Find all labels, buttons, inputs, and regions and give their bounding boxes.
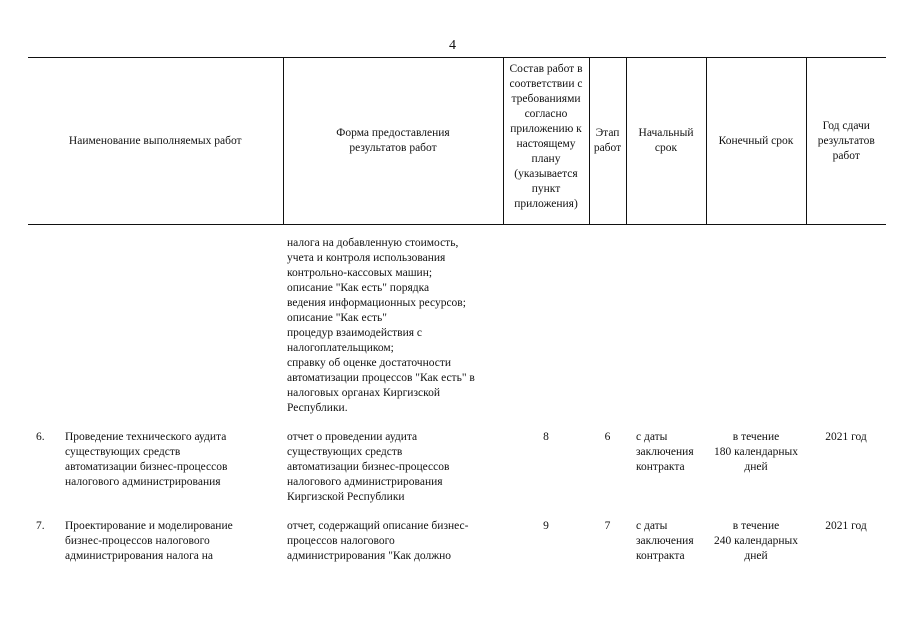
header-form: Форма предоставления результатов работ (283, 58, 503, 225)
year-cell: 2021 год (825, 520, 867, 532)
header-start: Начальный срок (626, 58, 706, 225)
header-end: Конечный срок (706, 58, 806, 225)
composition-cell: 9 (543, 520, 549, 532)
row-number: 6. (36, 431, 45, 443)
composition-cell: 8 (543, 431, 549, 443)
name-cell: 6. Проведение технического аудита существующих средств автоматизации бизнес-процессов налогового администрирования (28, 430, 283, 519)
start-cell: с даты заключения контракта (636, 431, 694, 473)
start-cell: с даты заключения контракта (636, 520, 694, 562)
table-row (28, 519, 886, 564)
header-composition: Состав работ в соответствии с требованиями согласно приложению к настоящему плану (указывается пункт приложения) (503, 58, 589, 225)
header-name: Наименование выполняемых работ (28, 58, 283, 225)
stage-cell: 7 (604, 520, 611, 532)
form-cell: отчет о проведении аудита существующих средств автоматизации бизнес-процессов налогового администрирования Киргизской Республики (287, 431, 450, 503)
end-cell: в течение 240 календарных дней (713, 520, 799, 562)
stage-cell: 6 (604, 431, 611, 443)
end-cell: в течение 180 календарных дней (713, 431, 799, 473)
name-cell: 7. Проектирование и моделирование бизнес-процессов налогового администрирования налога на (28, 519, 283, 564)
header-stage: Этап работ (589, 58, 626, 225)
page-number: 4 (449, 38, 456, 53)
table-row (28, 430, 886, 519)
header-year: Год сдачи результатов работ (806, 58, 886, 225)
table-row-continuation (28, 236, 886, 430)
row-number: 7. (36, 520, 45, 532)
year-cell: 2021 год (825, 431, 867, 443)
table-header-row (28, 58, 886, 225)
form-cell: отчет, содержащий описание бизнес- процессов налогового администрирования "Как должно (287, 520, 469, 562)
form-cell: налога на добавленную стоимость, учета и контроля использования контрольно-кассовых машин; описание "Как есть" порядка ведения информационных ресурсов; описание "Как есть" процедур взаимодействия с налогоплательщиком; справку об оценке достаточности автоматизации процессов "Как есть" в налоговых органах Киргизской Республики. (287, 237, 475, 414)
work-plan-table (28, 57, 886, 564)
